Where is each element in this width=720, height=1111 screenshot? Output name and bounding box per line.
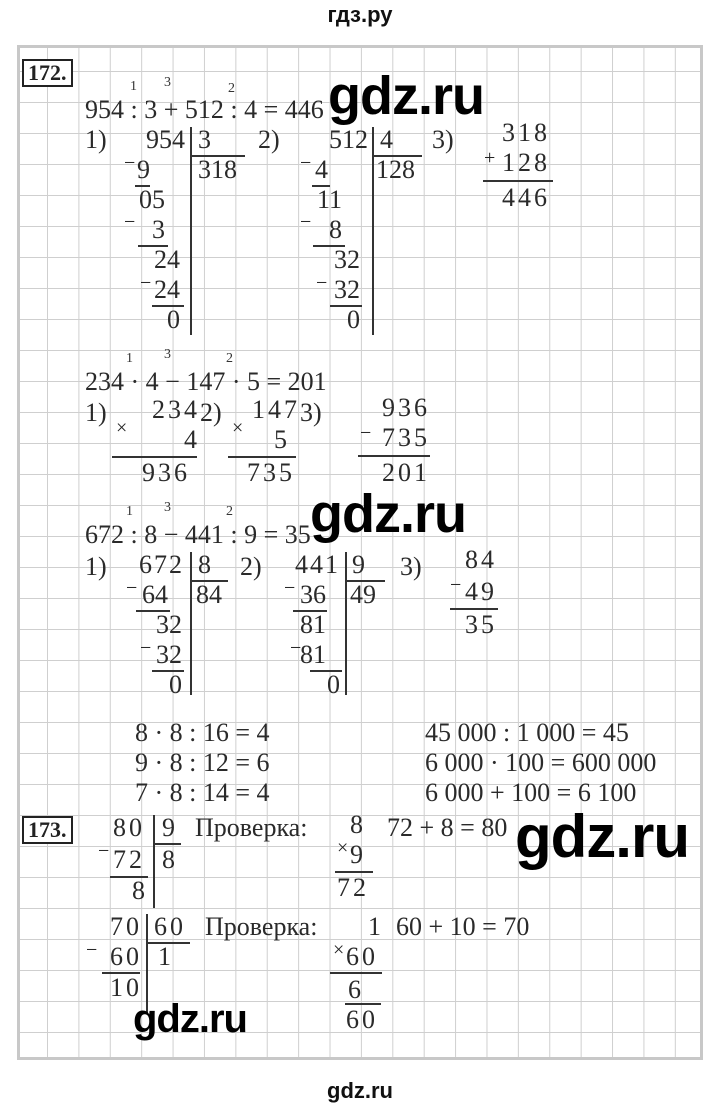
subtrahend: 60 <box>110 942 142 971</box>
step-label: 3) <box>400 552 422 581</box>
factor: 8 <box>350 810 363 839</box>
step: 9 <box>137 155 150 184</box>
plus-sign: + <box>484 147 496 169</box>
step: 32 <box>334 245 360 274</box>
difference: 35 <box>465 610 497 639</box>
order-mark: 2 <box>226 351 233 366</box>
times-sign: × <box>333 939 345 961</box>
task-number-172: 172. <box>22 59 73 87</box>
minus-sign: − <box>450 574 462 596</box>
dividend: 954 <box>146 125 185 154</box>
division-bar <box>372 127 374 335</box>
factor: 9 <box>350 840 363 869</box>
minus-sign: − <box>86 939 98 961</box>
expression-3: 672 : 8 − 441 : 9 = 35 <box>85 520 311 549</box>
step: 05 <box>139 185 165 214</box>
step: 36 <box>300 580 326 609</box>
division-bar <box>190 552 192 695</box>
division-bar <box>190 127 192 335</box>
factor: 5 <box>274 425 290 454</box>
divisor: 60 <box>154 912 186 941</box>
divisor: 9 <box>162 813 175 842</box>
factor: 4 <box>184 425 200 454</box>
factor: 147 <box>252 395 300 424</box>
order-mark: 1 <box>126 351 133 366</box>
step-label: 2) <box>258 125 280 154</box>
quotient: 84 <box>196 580 222 609</box>
minus-sign: − <box>290 637 302 659</box>
dividend: 80 <box>113 813 145 842</box>
step-label: 1) <box>85 398 107 427</box>
minus-sign: − <box>140 272 152 294</box>
check-equation: 60 + 10 = 70 <box>396 912 530 941</box>
minus-sign: − <box>316 272 328 294</box>
divisor: 4 <box>380 125 393 154</box>
expression-2: 234 · 4 − 147 · 5 = 201 <box>85 367 327 396</box>
step-label: 3) <box>432 125 454 154</box>
minuend: 936 <box>382 393 430 422</box>
step: 4 <box>315 155 328 184</box>
step: 32 <box>156 610 182 639</box>
step: 0 <box>347 305 360 334</box>
minus-sign: − <box>300 152 312 174</box>
minus-sign: − <box>284 577 296 599</box>
site-header: гдз.ру <box>327 2 393 27</box>
minus-sign: − <box>300 211 312 233</box>
step: 8 <box>329 215 342 244</box>
quotient: 8 <box>162 845 175 874</box>
step: 81 <box>300 610 326 639</box>
check-equation: 72 + 8 = 80 <box>387 813 508 842</box>
factor: 234 <box>152 395 200 424</box>
check-label: Проверка: <box>205 912 318 941</box>
divisor: 9 <box>352 550 365 579</box>
step-label: 1) <box>85 552 107 581</box>
quotient: 128 <box>376 155 415 184</box>
step: 11 <box>316 185 342 214</box>
step-label: 1) <box>85 125 107 154</box>
times-sign: × <box>116 417 128 439</box>
addend: 128 <box>502 148 550 177</box>
division-bar <box>153 815 155 908</box>
order-mark: 3 <box>164 75 171 90</box>
order-mark: 3 <box>164 500 171 515</box>
equation: 7 · 8 : 14 = 4 <box>135 778 270 807</box>
division-bar <box>345 552 347 695</box>
expression-1: 954 : 3 + 512 : 4 = 446 <box>85 95 324 124</box>
equation: 6 000 · 100 = 600 000 <box>425 748 657 777</box>
step: 24 <box>154 275 180 304</box>
quotient: 1 <box>158 942 171 971</box>
order-mark: 1 <box>130 79 137 94</box>
dividend: 512 <box>329 125 368 154</box>
difference: 201 <box>382 458 430 487</box>
step: 24 <box>154 245 180 274</box>
step: 0 <box>167 305 180 334</box>
dividend: 70 <box>110 912 142 941</box>
equation: 9 · 8 : 12 = 6 <box>135 748 270 777</box>
addend: 318 <box>502 118 550 147</box>
factor: 60 <box>346 942 378 971</box>
minus-sign: − <box>124 211 136 233</box>
divisor: 3 <box>198 125 211 154</box>
order-mark: 2 <box>226 504 233 519</box>
step: 0 <box>327 670 340 699</box>
step: 0 <box>169 670 182 699</box>
remainder: 8 <box>132 876 145 905</box>
step: 32 <box>334 275 360 304</box>
order-mark: 3 <box>164 347 171 362</box>
difference-line <box>358 455 430 457</box>
subtrahend: 72 <box>113 845 145 874</box>
product-line <box>330 972 382 974</box>
partial-product: 6 <box>348 975 361 1004</box>
minus-sign: − <box>126 577 138 599</box>
minuend: 84 <box>465 545 497 574</box>
check-label: Проверка: <box>195 813 308 842</box>
step-label: 2) <box>240 552 262 581</box>
site-footer: gdz.ru <box>327 1078 393 1103</box>
equation: 45 000 : 1 000 = 45 <box>425 718 629 747</box>
subtrahend: 49 <box>465 577 497 606</box>
order-mark: 1 <box>126 504 133 519</box>
quotient: 49 <box>350 580 376 609</box>
order-mark: 2 <box>228 81 235 96</box>
dividend: 441 <box>295 550 340 579</box>
step: 32 <box>156 640 182 669</box>
divisor: 8 <box>198 550 211 579</box>
task-number-173: 173. <box>22 816 73 844</box>
minus-sign: − <box>360 422 372 444</box>
watermark: gdz.ru <box>310 484 466 544</box>
sum-line <box>483 180 553 182</box>
watermark: gdz.ru <box>328 66 484 126</box>
product: 735 <box>247 458 295 487</box>
step-label: 3) <box>300 398 322 427</box>
step: 64 <box>142 580 168 609</box>
times-sign: × <box>337 837 349 859</box>
product: 936 <box>142 458 190 487</box>
watermark: gdz.ru <box>133 997 247 1041</box>
product: 60 <box>346 1005 378 1034</box>
sum: 446 <box>502 183 550 212</box>
step: 81 <box>300 640 326 669</box>
dividend: 672 <box>139 550 184 579</box>
product: 72 <box>337 873 369 902</box>
step: 3 <box>152 215 165 244</box>
quotient: 318 <box>198 155 237 184</box>
equation: 6 000 + 100 = 6 100 <box>425 778 637 807</box>
watermark: gdz.ru <box>515 803 689 870</box>
minus-sign: − <box>140 637 152 659</box>
remainder: 10 <box>110 973 142 1002</box>
step-label: 2) <box>200 398 222 427</box>
subtrahend: 735 <box>382 423 430 452</box>
minus-sign: − <box>124 152 136 174</box>
factor: 1 <box>368 912 381 941</box>
equation: 8 · 8 : 16 = 4 <box>135 718 270 747</box>
minus-sign: − <box>98 840 110 862</box>
times-sign: × <box>232 417 244 439</box>
